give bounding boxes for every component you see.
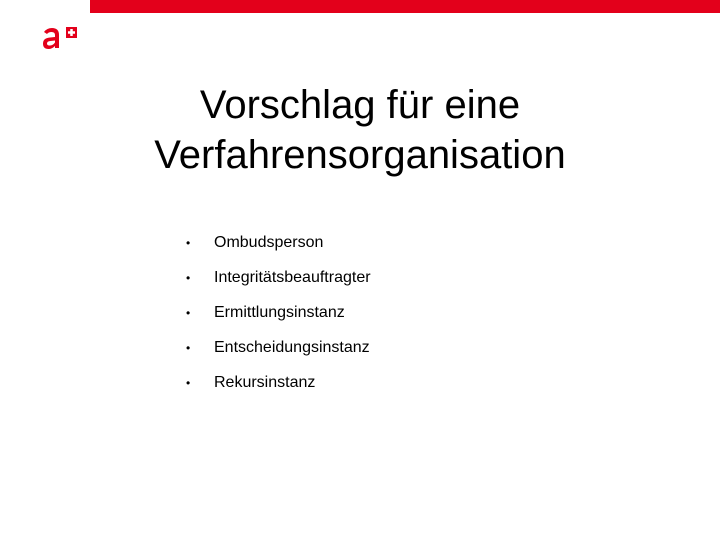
list-item-label: Integritätsbeauftragter <box>214 269 371 286</box>
title-line-1: Vorschlag für eine <box>199 83 521 127</box>
page-title <box>60 80 660 180</box>
list-item-label: Entscheidungsinstanz <box>214 339 370 356</box>
bullet-marker: • <box>186 306 191 320</box>
list-item-label: Ermittlungsinstanz <box>214 304 345 321</box>
bullet-marker: • <box>186 236 191 250</box>
bullet-marker: • <box>186 376 191 390</box>
top-red-bar <box>90 0 720 13</box>
bullet-marker: • <box>186 341 191 355</box>
list-item-label: Rekursinstanz <box>214 374 316 391</box>
bullet-marker: • <box>186 271 191 285</box>
title-line-2: Verfahrensorganisation <box>154 133 566 177</box>
a-plus-logo-icon <box>41 24 81 52</box>
list-item-label: Ombudsperson <box>214 234 324 251</box>
